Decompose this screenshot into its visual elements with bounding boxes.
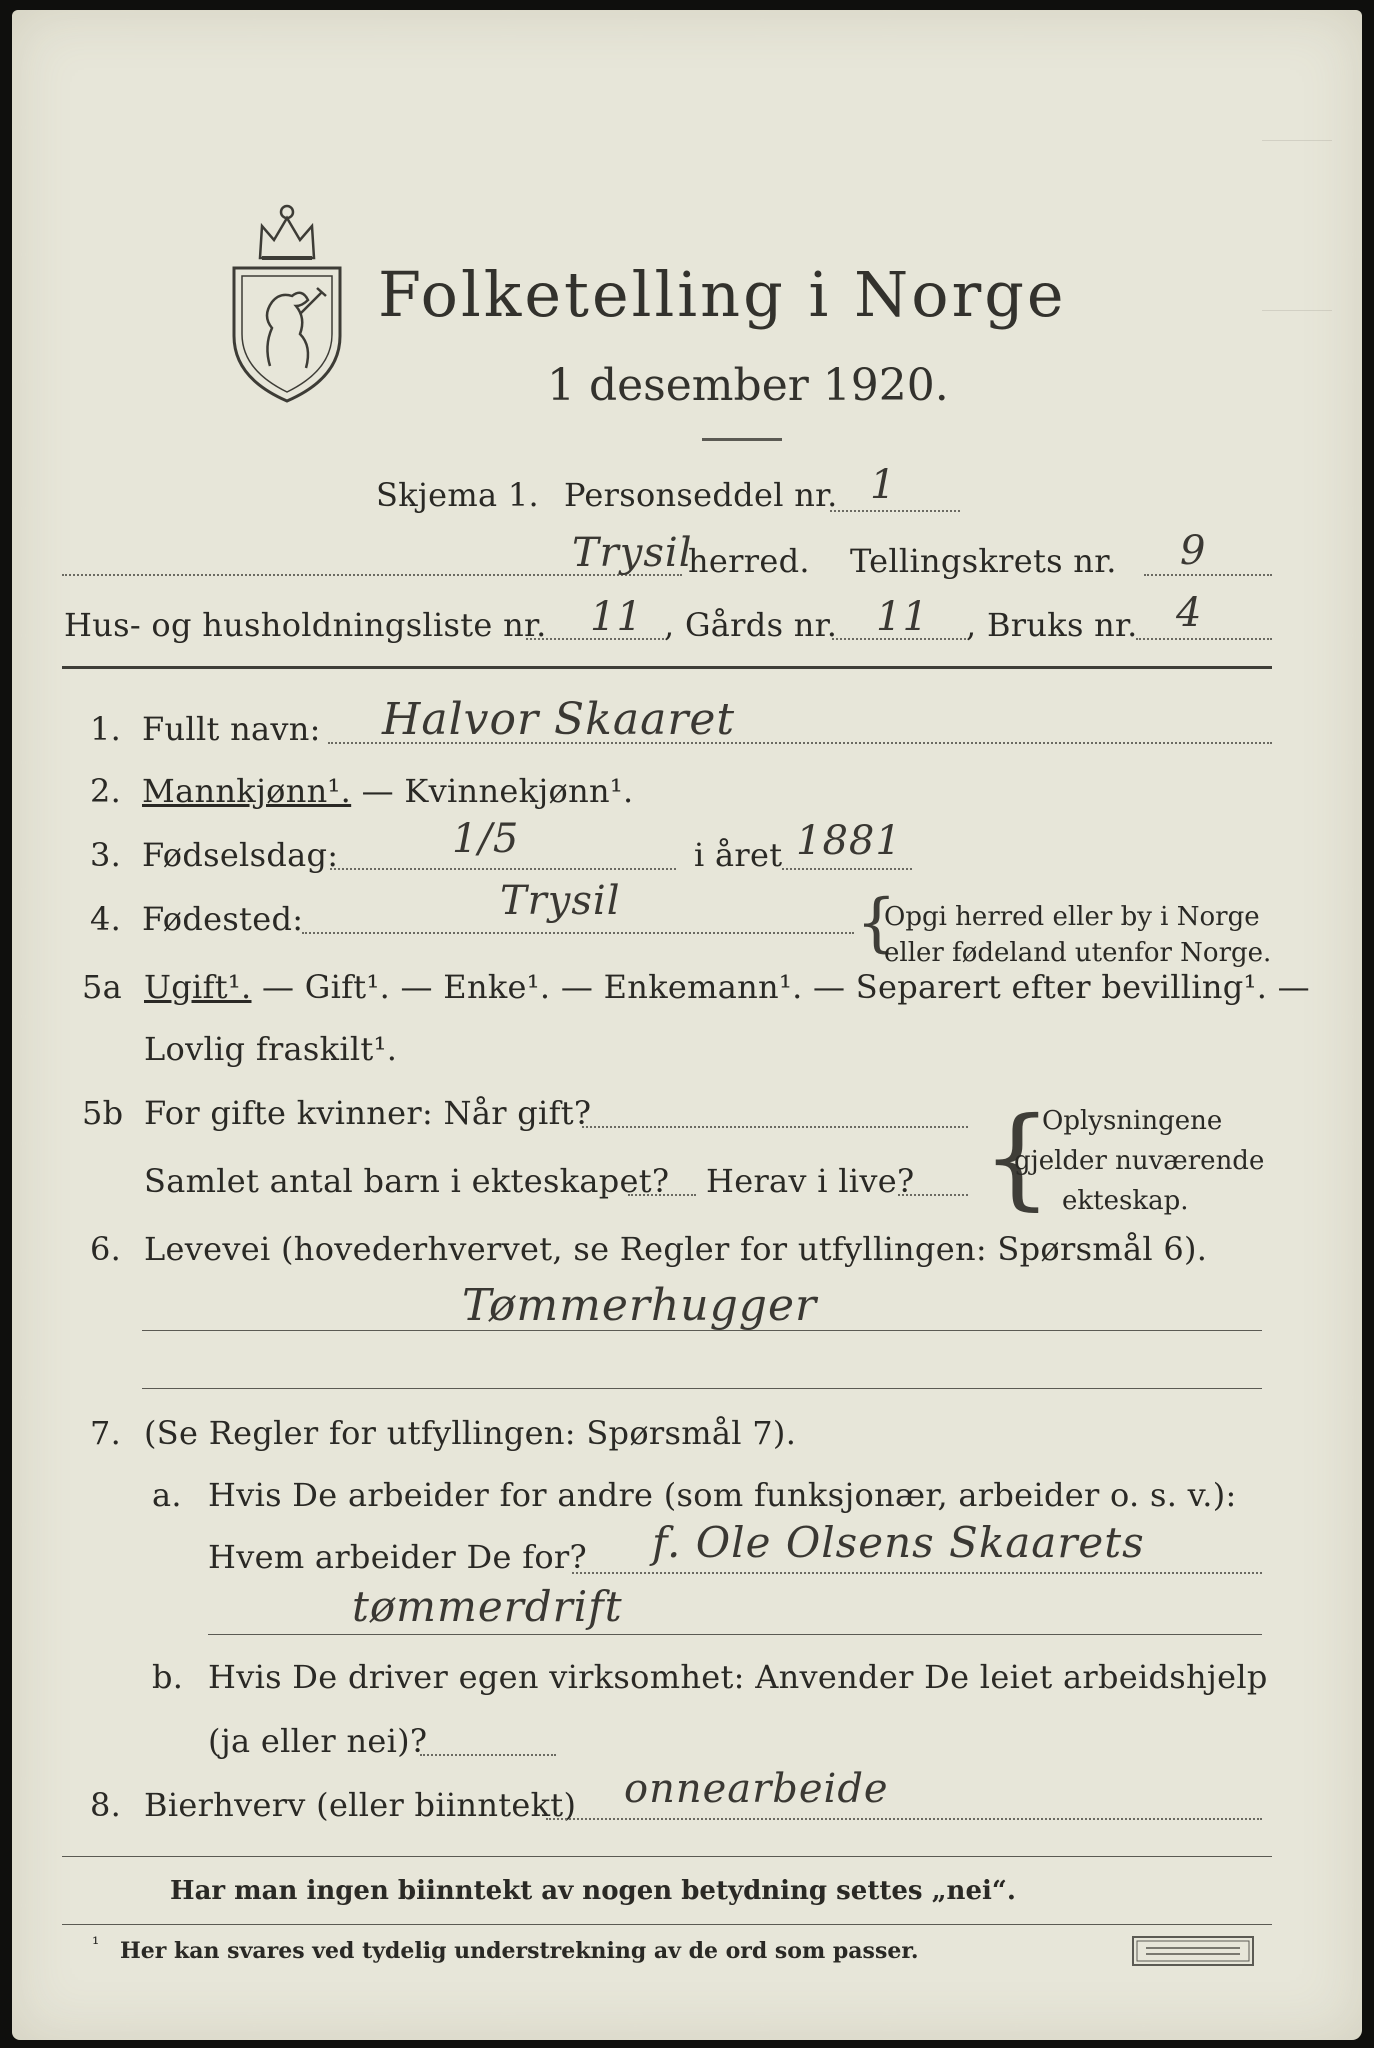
footer-separator [62, 1856, 1272, 1857]
bruks-label: , Bruks nr. [966, 606, 1138, 644]
q5b-line1: For gifte kvinner: Når gift? [144, 1094, 592, 1132]
q1-full-name: Halvor Skaaret [382, 694, 736, 745]
q2-options [142, 772, 634, 810]
q5b-ilive-label: Herav i live? [706, 1162, 915, 1200]
bruks-line [1136, 638, 1272, 640]
q6-line2 [142, 1388, 1262, 1389]
footer-note: Har man ingen biinntekt av nogen betydning settes „nei“. [170, 1876, 1016, 1906]
q4-label: Fødested: [142, 900, 304, 938]
q3-label: Fødselsdag: [142, 836, 339, 874]
q8-bierhverv: onnearbeide [624, 1766, 889, 1812]
q5b-note-line1: Oplysningene [1042, 1106, 1223, 1136]
personseddel-value: 1 [870, 462, 897, 508]
q7a-employer-cont: tømmerdrift [352, 1582, 623, 1631]
q6-occupation: Tømmerhugger [462, 1280, 818, 1331]
herred-value: Trysil [572, 530, 693, 576]
census-date: 1 desember 1920. [547, 360, 949, 411]
q7b-letter: b. [152, 1658, 184, 1696]
q3-line [330, 868, 676, 870]
q5b-barn-line [628, 1194, 696, 1196]
q5b-note-line2: gjelder nuværende [1014, 1146, 1265, 1176]
q1-label: Fullt navn: [142, 710, 321, 748]
personseddel-line [830, 510, 960, 512]
q7b-line [420, 1754, 556, 1756]
q4-note-line2: eller fødeland utenfor Norge. [884, 938, 1272, 968]
q2-separator: — [351, 772, 405, 810]
faint-mark-1 [1262, 140, 1332, 141]
q3-birth-year: 1881 [796, 818, 902, 864]
q7b-line1: Hvis De driver egen virksomhet: Anvender De leiet arbeidshjelp [208, 1658, 1268, 1696]
q3-year-label: i året [694, 836, 783, 874]
q3-birthday: 1/5 [452, 816, 520, 862]
footnote-separator [62, 1924, 1272, 1925]
q6-line1 [142, 1330, 1262, 1331]
q7a-line [572, 1572, 1262, 1574]
q4-brace: { [856, 886, 897, 960]
tellingskrets-value: 9 [1180, 528, 1207, 574]
q5a-options [144, 968, 1310, 1006]
q5b-number: 5b [82, 1094, 124, 1132]
q8-number: 8. [90, 1786, 122, 1824]
header-separator [62, 666, 1272, 669]
personseddel-label: Personseddel nr. [564, 476, 838, 514]
q7a-line2: Hvem arbeider De for? [208, 1538, 587, 1576]
q7a-employer: f. Ole Olsens Skaarets [652, 1518, 1145, 1567]
q2-kvinnekjonn: Kvinnekjønn¹. [404, 772, 634, 810]
q7-label: (Se Regler for utfyllingen: Spørsmål 7). [144, 1414, 797, 1452]
herred-label: herred. [688, 542, 810, 580]
q2-mannkjonn: Mannkjønn¹. [142, 772, 352, 810]
q3-year-line [782, 868, 912, 870]
q5a-ugift: Ugift¹. [144, 968, 252, 1006]
q5b-barn-label: Samlet antal barn i ekteskapet? [144, 1162, 670, 1200]
gards-value: 11 [876, 594, 929, 640]
q6-label: Levevei (hovederhvervet, se Regler for utfyllingen: Spørsmål 6). [144, 1230, 1208, 1268]
title-divider [702, 438, 782, 441]
q7-number: 7. [90, 1414, 122, 1452]
q4-line [302, 932, 854, 934]
q4-birthplace: Trysil [500, 878, 621, 924]
skjema-label: Skjema 1. [376, 476, 539, 514]
footnote-text: Her kan svares ved tydelig understrekning av de ord som passer. [120, 1938, 919, 1964]
gards-label: , Gårds nr. [664, 606, 838, 644]
q5a-number: 5a [82, 968, 123, 1006]
husholdningsliste-label: Hus- og husholdningsliste nr. [64, 606, 547, 644]
q7a-line2-rule [208, 1634, 1262, 1635]
q8-line [546, 1818, 1262, 1820]
q4-number: 4. [90, 900, 122, 938]
q5b-gift-line [582, 1126, 968, 1128]
tellingskrets-line [1144, 574, 1272, 576]
faint-mark-2 [1262, 310, 1332, 311]
q5b-ilive-line [898, 1194, 968, 1196]
q5a-other-options: — Gift¹. — Enke¹. — Enkemann¹. — Separert efter bevilling¹. — [251, 968, 1310, 1006]
q1-number: 1. [90, 710, 122, 748]
q3-number: 3. [90, 836, 122, 874]
q7b-line2: (ja eller nei)? [208, 1722, 428, 1760]
printer-stamp-icon [1132, 1936, 1254, 1966]
form-title: Folketelling i Norge [378, 258, 1067, 331]
bruks-value: 4 [1176, 590, 1203, 636]
q4-note-line1: Opgi herred eller by i Norge [884, 902, 1260, 932]
husholdningsliste-value: 11 [590, 594, 643, 640]
q7a-letter: a. [152, 1476, 182, 1514]
tellingskrets-label: Tellingskrets nr. [850, 542, 1117, 580]
q8-label: Bierhverv (eller biinntekt) [144, 1786, 577, 1824]
norwegian-coat-of-arms-icon [222, 196, 352, 406]
footnote-mark: ¹ [92, 1934, 100, 1955]
q5a-fraskilt: Lovlig fraskilt¹. [144, 1030, 398, 1068]
q5b-brace: { [982, 1093, 1052, 1221]
q7a-line1: Hvis De arbeider for andre (som funksjonær, arbeider o. s. v.): [208, 1476, 1237, 1514]
census-form-sheet [12, 10, 1362, 2040]
q2-number: 2. [90, 772, 122, 810]
q6-number: 6. [90, 1230, 122, 1268]
q5b-note-line3: ekteskap. [1062, 1186, 1189, 1216]
